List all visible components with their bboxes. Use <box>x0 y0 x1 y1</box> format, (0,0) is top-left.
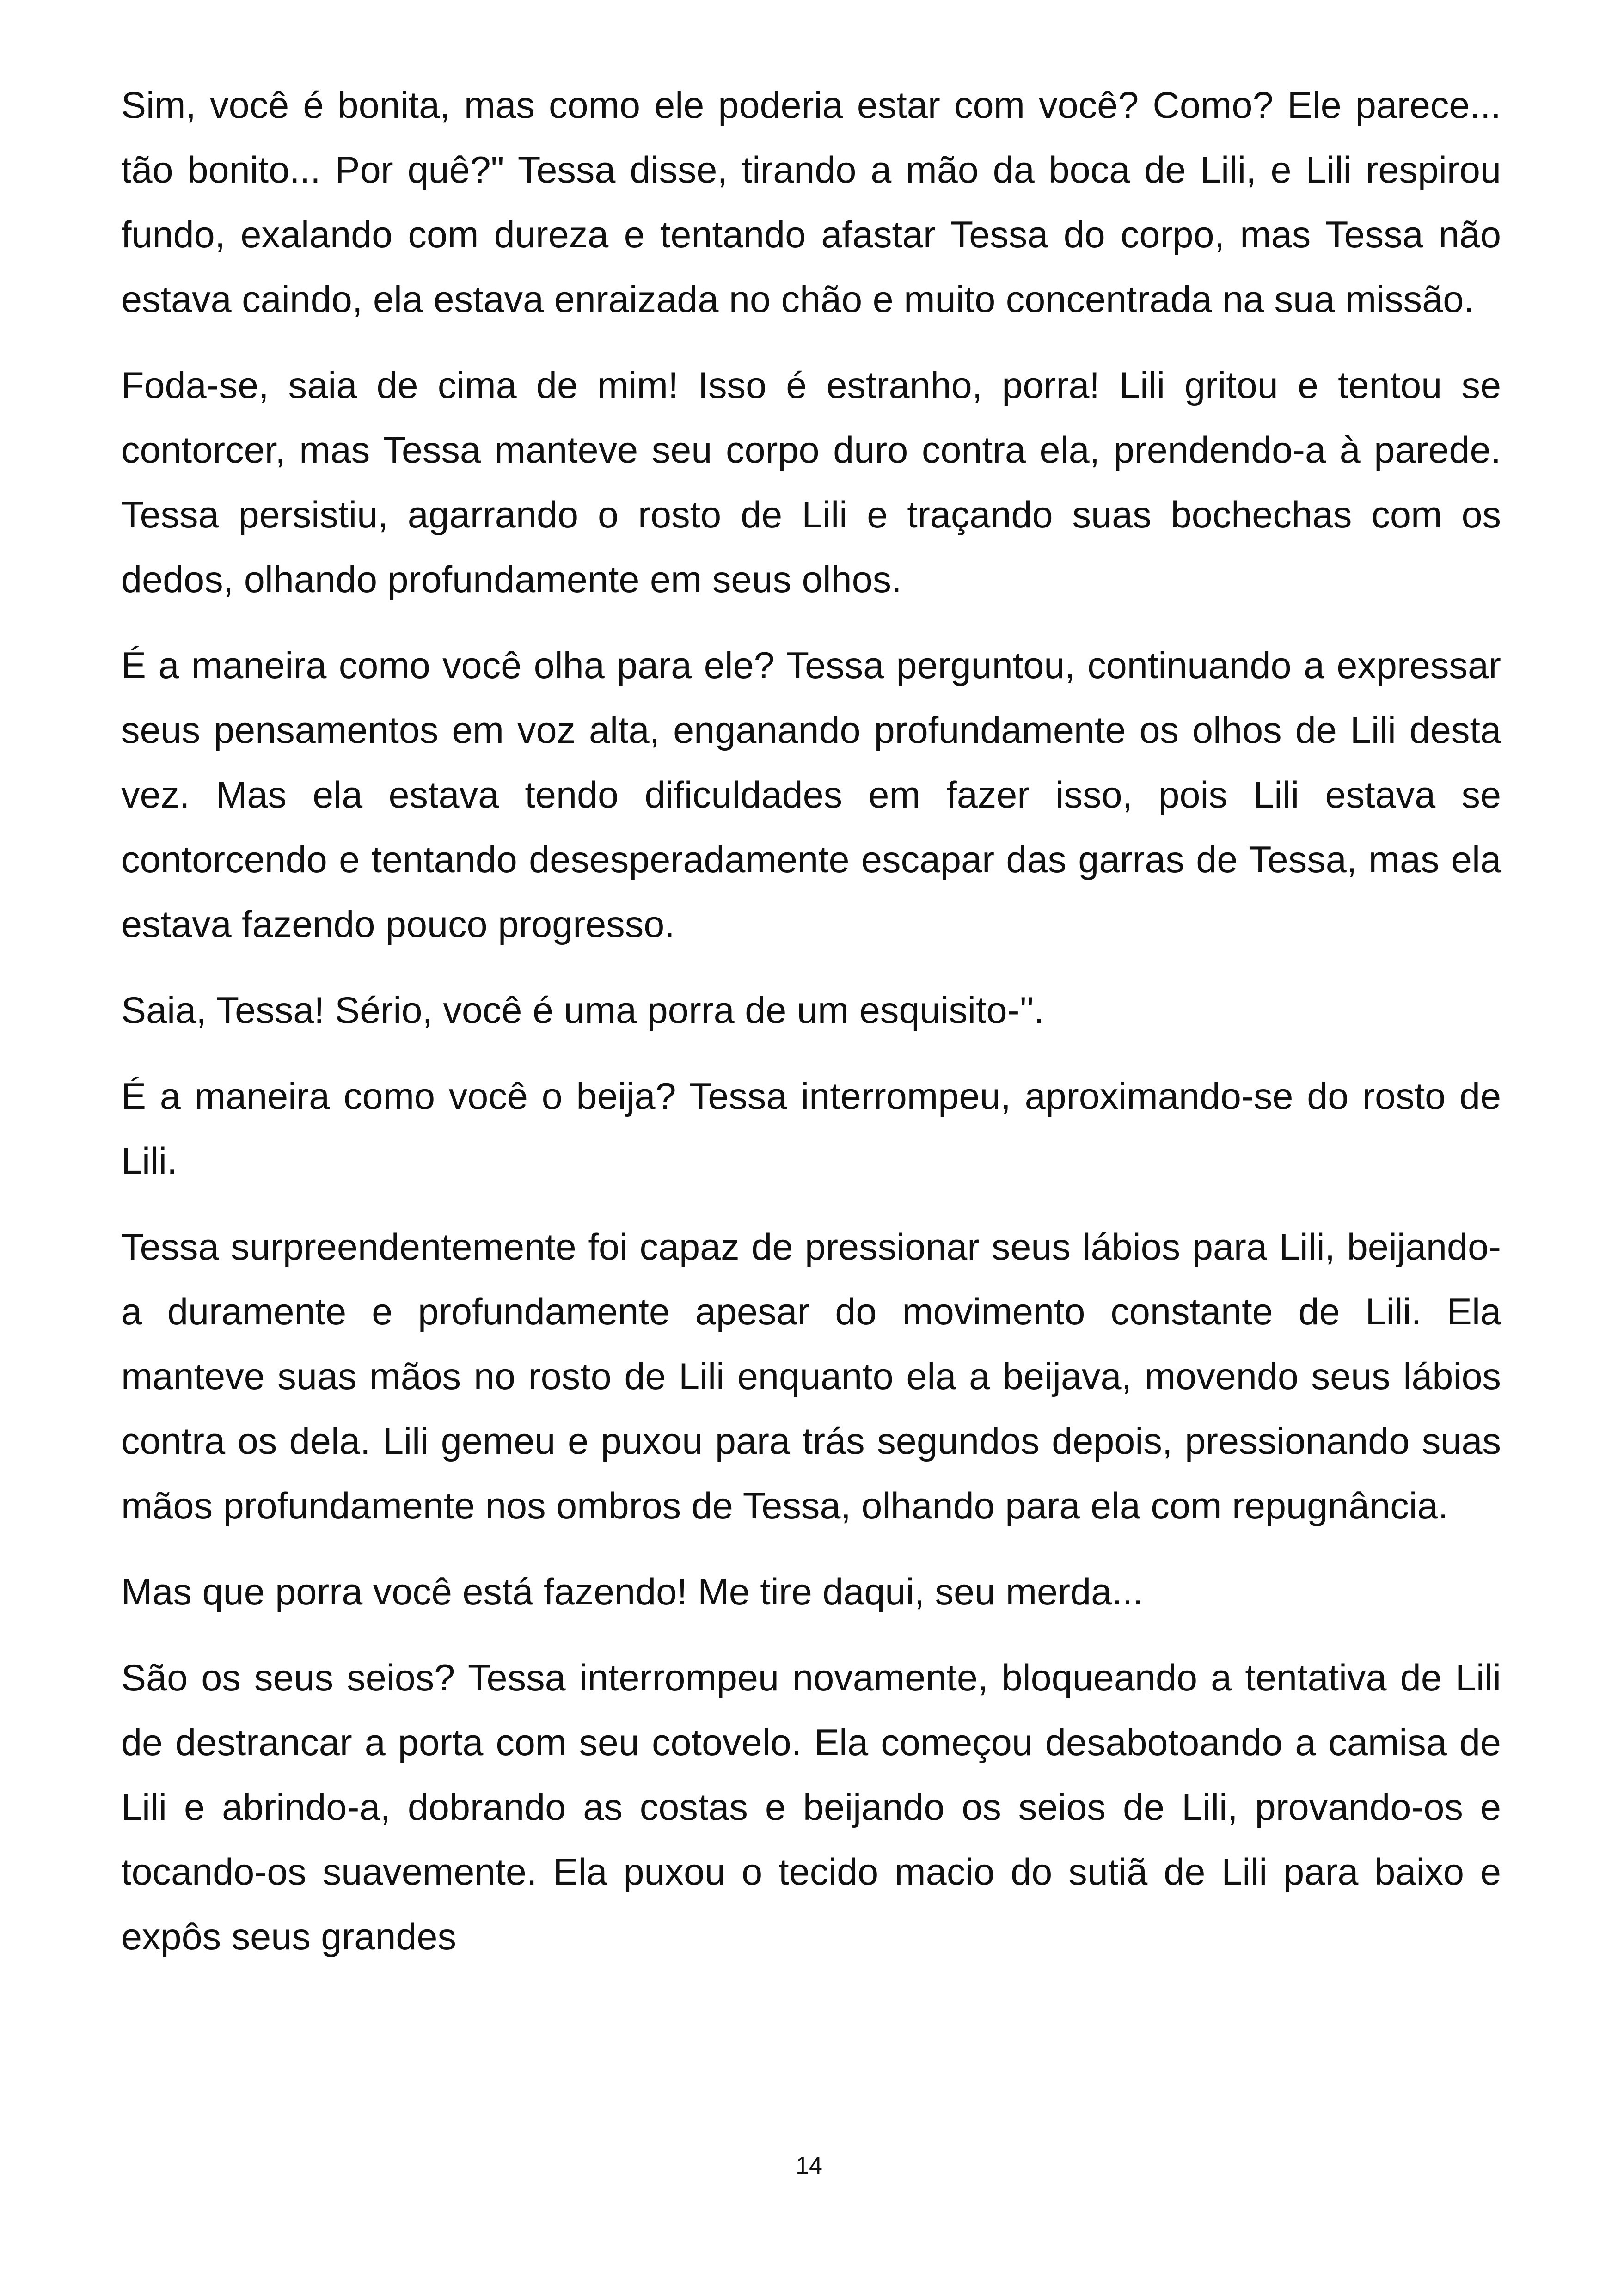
page-number: 14 <box>796 2152 822 2179</box>
paragraph-1: Sim, você é bonita, mas como ele poderia estar com você? Como? Ele parece... tão bonito... Por quê?" Tessa disse, tirando a mão da boca de Lili, e Lili respirou fundo, exalando com dureza e tentando afastar Tessa do corpo, mas Tessa não estava caindo, ela estava enraizada no chão e muito concentrada na sua missão. <box>121 85 1501 320</box>
paragraph-4: Saia, Tessa! Sério, você é uma porra de um esquisito-''. <box>121 990 1044 1031</box>
body-text <box>121 73 1501 1990</box>
paragraph-2: Foda-se, saia de cima de mim! Isso é estranho, porra! Lili gritou e tentou se contorcer, mas Tessa manteve seu corpo duro contra ela, prendendo-a à parede. Tessa persistiu, agarrando o rosto de Lili e traçando suas bochechas com os dedos, olhando profundamente em seus olhos. <box>121 365 1501 600</box>
paragraph-7: Mas que porra você está fazendo! Me tire daqui, seu merda... <box>121 1571 1143 1613</box>
paragraph-3: É a maneira como você olha para ele? Tessa perguntou, continuando a expressar seus pensamentos em voz alta, enganando profundamente os olhos de Lili desta vez. Mas ela estava tendo dificuldades em fazer isso, pois Lili estava se contorcendo e tentando desesperadamente escapar das garras de Tessa, mas ela estava fazendo pouco progresso. <box>121 645 1501 945</box>
paragraph-5: É a maneira como você o beija? Tessa interrompeu, aproximando-se do rosto de Lili. <box>121 1076 1501 1182</box>
paragraph-6: Tessa surpreendentemente foi capaz de pressionar seus lábios para Lili, beijando-a duramente e profundamente apesar do movimento constante de Lili. Ela manteve suas mãos no rosto de Lili enquanto ela a beijava, movendo seus lábios contra os dela. Lili gemeu e puxou para trás segundos depois, pressionando suas mãos profundamente nos ombros de Tessa, olhando para ela com repugnância. <box>121 1226 1501 1527</box>
paragraph-8: São os seus seios? Tessa interrompeu novamente, bloqueando a tentativa de Lili de destrancar a porta com seu cotovelo. Ela começou desabotoando a camisa de Lili e abrindo-a, dobrando as costas e beijando os seios de Lili, provando-os e tocando-os suavemente. Ela puxou o tecido macio do sutiã de Lili para baixo e expôs seus grandes <box>121 1657 1501 1958</box>
